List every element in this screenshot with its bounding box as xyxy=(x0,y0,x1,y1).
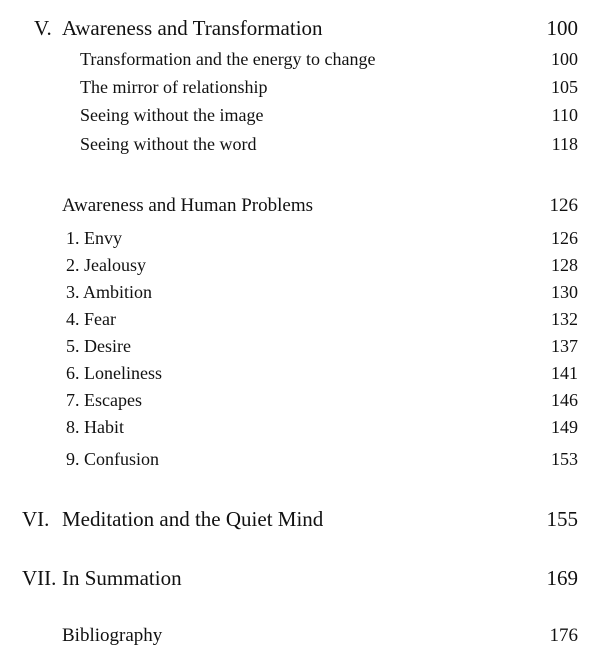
page-number: 100 xyxy=(546,16,578,40)
item-title: 4. Fear xyxy=(66,309,116,329)
item-title: 6. Loneliness xyxy=(66,363,162,383)
page-number: 128 xyxy=(551,255,578,275)
page-number: 126 xyxy=(549,195,578,216)
chapter-title: Meditation and the Quiet Mind xyxy=(62,507,324,531)
page-number: 169 xyxy=(546,566,578,590)
page-number: 118 xyxy=(551,134,578,154)
chapter-numeral: V. xyxy=(34,16,52,40)
item-title: 8. Habit xyxy=(66,417,124,437)
item-title: 5. Desire xyxy=(66,336,131,356)
item-title: 3. Ambition xyxy=(66,282,153,302)
page-number: 100 xyxy=(551,49,578,69)
chapter-numeral: VII. xyxy=(22,566,57,590)
chapter-title: In Summation xyxy=(62,566,182,590)
page-number: 132 xyxy=(551,309,578,329)
section-title: Transformation and the energy to change xyxy=(80,49,376,69)
item-title: 1. Envy xyxy=(66,228,122,248)
page-number: 110 xyxy=(551,105,578,125)
page-number: 176 xyxy=(549,625,578,646)
section-title: Seeing without the image xyxy=(80,105,264,125)
page-number: 126 xyxy=(551,228,578,248)
item-title: 9. Confusion xyxy=(66,449,160,469)
chapter-title: Awareness and Transformation xyxy=(62,16,323,40)
page-number: 153 xyxy=(551,449,578,469)
page-number: 149 xyxy=(551,417,578,437)
section-title: Seeing without the word xyxy=(80,134,257,154)
page-number: 155 xyxy=(546,507,578,531)
page-number: 146 xyxy=(551,390,578,410)
section-title: The mirror of relationship xyxy=(80,77,268,97)
item-title: 7. Escapes xyxy=(66,390,142,410)
bibliography-title: Bibliography xyxy=(62,625,163,646)
part-title: Awareness and Human Problems xyxy=(62,195,314,216)
chapter-numeral: VI. xyxy=(22,507,50,531)
item-title: 2. Jealousy xyxy=(66,255,146,275)
page-number: 130 xyxy=(551,282,578,302)
page-number: 137 xyxy=(551,336,578,356)
page-number: 105 xyxy=(551,77,578,97)
page-number: 141 xyxy=(551,363,578,383)
